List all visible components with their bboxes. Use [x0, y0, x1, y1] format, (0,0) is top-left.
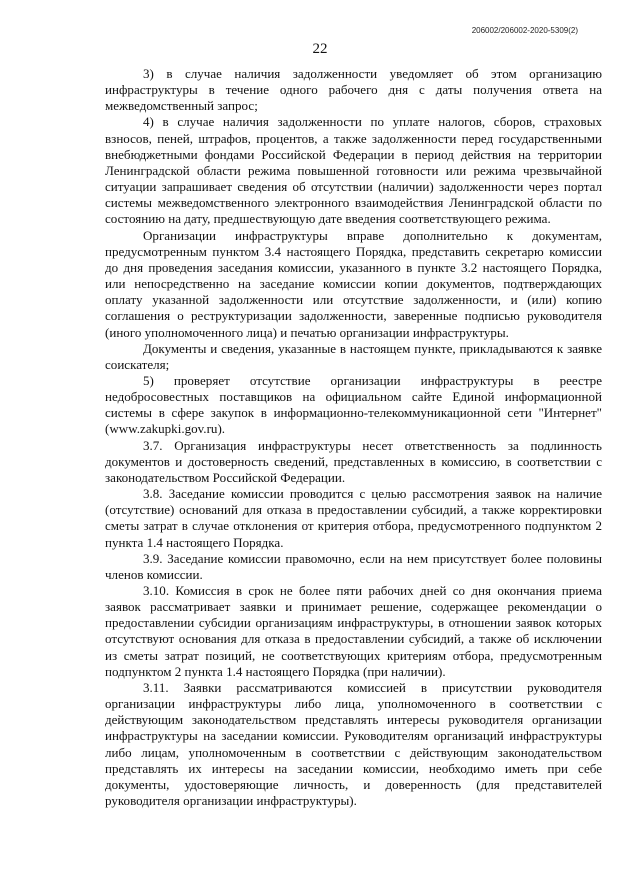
paragraph-item-5: 5) проверяет отсутствие организации инфраструктуры в реестре недобросовестных поставщиков на официальном сайте Единой информационной системы в сфере закупок в информационно-телекоммуникационной сети "Интернет" (www.zakupki.gov.ru).	[105, 372, 602, 437]
paragraph-3-11: 3.11. Заявки рассматриваются комиссией в присутствии руководителя организации инфраструктуры либо лица, уполномоченного в соответствии с действующим законодательством представлять интересы руководителя организации инфраструктуры на заседании комиссии. Руководителям организаций инфраструктуры либо лицам, уполномоченным в соответствии с действующим законодательством представлять их интересы на заседании комиссии, необходимо иметь при себе документы, удостоверяющие личность, и доверенность (для представителей руководителя организации инфраструктуры).	[105, 679, 602, 809]
paragraph-3-10: 3.10. Комиссия в срок не более пяти рабочих дней со дня окончания приема заявок рассматривает заявки и принимает решение, содержащее рекомендации о предоставлении субсидии организациям инфраструктуры, в отношении заявок которых отсутствуют основания для отказа в предоставлении субсидий, а также об исключении из сметы затрат позиций, не соответствующих критериям отбора, предусмотренным подпунктом 2 пункта 1.4 настоящего Порядка (при наличии).	[105, 583, 602, 679]
document-code: 206002/206002-2020-5309(2)	[471, 26, 578, 35]
paragraph-item-4: 4) в случае наличия задолженности по уплате налогов, сборов, страховых взносов, пеней, штрафов, процентов, а также задолженности перед государственными внебюджетными фондами Российской Федерации в период действия на территории Ленинградской области режима повышенной готовности или режима чрезвычайной ситуации запрашивает сведения об отсутствии (наличии) задолженности через портал системы межведомственного электронного взаимодействия Ленинградской области по состоянию на дату, предшествующую дате введения соответствующего режима.	[105, 114, 602, 227]
paragraph-3-8: 3.8. Заседание комиссии проводится с целью рассмотрения заявок на наличие (отсутствие) оснований для отказа в предоставлении субсидий, а также корректировки сметы затрат в случае отклонения от критерия отбора, предусмотренного подпунктом 2 пункта 1.4 настоящего Порядка.	[105, 486, 602, 550]
paragraph-3-7: 3.7. Организация инфраструктуры несет ответственность за подлинность документов и достоверность сведений, представленных в комиссию, в соответствии с законодательством Российской Федерации.	[105, 437, 602, 485]
paragraph-3-9: 3.9. Заседание комиссии правомочно, если на нем присутствует более половины членов комиссии.	[105, 550, 602, 582]
document-body	[105, 66, 602, 809]
paragraph-item-3: 3) в случае наличия задолженности уведомляет об этом организацию инфраструктуры в течение одного рабочего дня с даты получения ответа на межведомственный запрос;	[105, 66, 602, 114]
paragraph-additional-documents: Организации инфраструктуры вправе дополнительно к документам, предусмотренным пунктом 3.4 настоящего Порядка, представить секретарю комиссии до дня проведения заседания комиссии, указанного в пункте 3.2 настоящего Порядка, или непосредственно на заседание комиссии копии документов, подтверждающих оплату указанной задолженности или отсутствие задолженности, и (или) копию соглашения о реструктуризации задолженности, заверенные подписью руководителя (иного уполномоченного лица) и печатью организации инфраструктуры.	[105, 227, 602, 340]
paragraph-documents-attached: Документы и сведения, указанные в настоящем пункте, прикладываются к заявке соискателя;	[105, 340, 602, 372]
page-number: 22	[312, 41, 328, 57]
